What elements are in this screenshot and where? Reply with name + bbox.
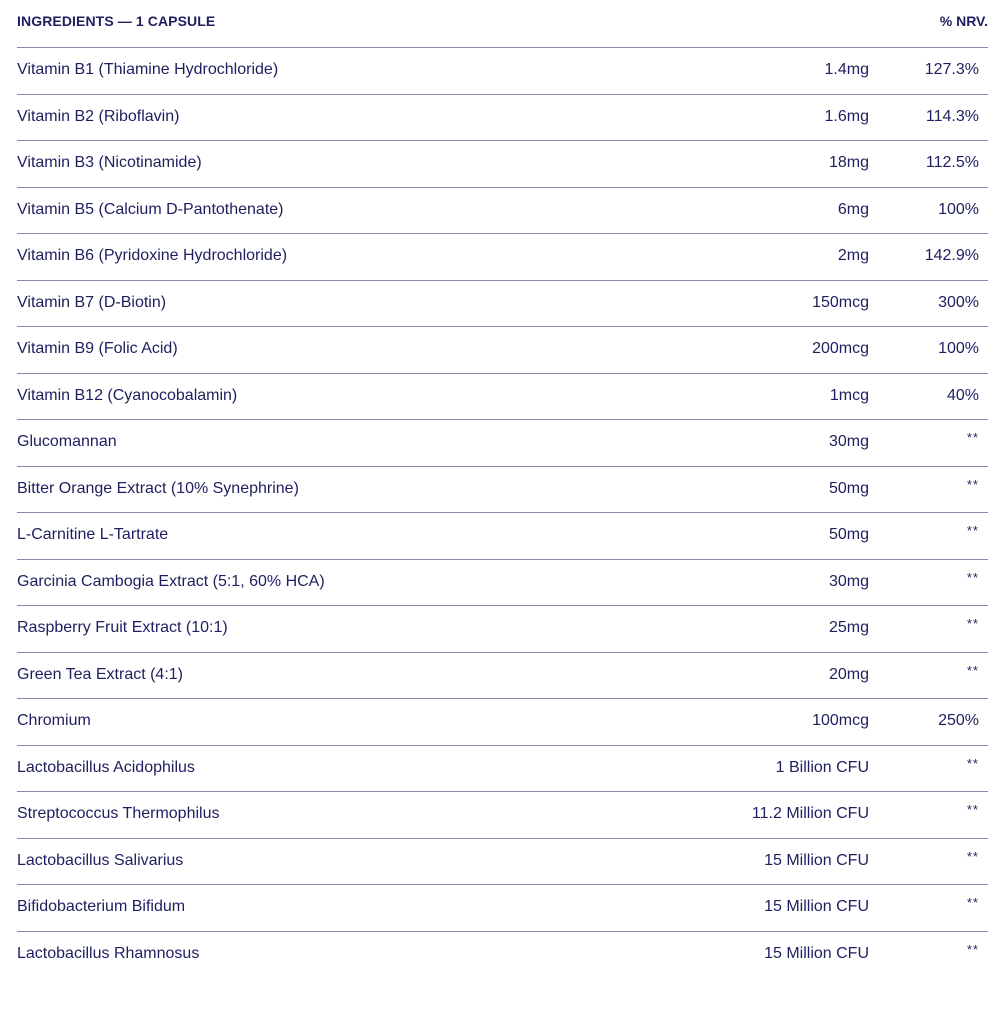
ingredient-name: Bifidobacterium Bifidum <box>17 898 186 915</box>
ingredient-nrv: 100% <box>938 340 979 357</box>
ingredient-nrv: 112.5% <box>925 154 979 171</box>
ingredient-amount: 15 Million CFU <box>764 898 869 915</box>
ingredient-nrv: ** <box>966 523 979 538</box>
ingredient-amount: 50mg <box>828 526 869 543</box>
ingredient-name: Bitter Orange Extract (10% Synephrine) <box>17 479 299 497</box>
ingredient-name: Vitamin B9 (Folic Acid) <box>17 340 178 357</box>
ingredient-nrv: ** <box>966 569 979 585</box>
table-row <box>17 792 988 839</box>
ingredient-name: Vitamin B12 (Cyanocobalamin) <box>17 386 238 404</box>
ingredient-amount: 15 Million CFU <box>764 944 869 962</box>
ingredient-nrv: 127.3% <box>924 61 979 78</box>
table-row <box>17 374 988 421</box>
ingredient-amount: 20mg <box>828 665 869 683</box>
table-row <box>17 560 988 607</box>
ingredient-name: Lactobacillus Salivarius <box>17 851 184 869</box>
table-row <box>17 653 988 700</box>
ingredient-nrv: ** <box>966 476 979 492</box>
ingredient-name: Lactobacillus Rhamnosus <box>17 944 200 962</box>
ingredient-nrv: ** <box>966 802 979 817</box>
ingredient-amount: 100mcg <box>812 712 869 729</box>
ingredient-name: Vitamin B6 (Pyridoxine Hydrochloride) <box>17 247 288 264</box>
ingredient-name: Chromium <box>17 712 91 729</box>
ingredient-amount: 1mcg <box>829 386 869 404</box>
ingredient-name: Vitamin B1 (Thiamine Hydrochloride) <box>17 61 279 78</box>
ingredient-amount: 25mg <box>828 619 869 636</box>
ingredient-nrv: ** <box>966 848 979 864</box>
nrv-heading: % NRV. <box>939 13 988 29</box>
ingredient-amount: 1.6mg <box>824 107 869 125</box>
ingredient-nrv: ** <box>966 755 979 771</box>
ingredient-nrv: 300% <box>938 293 979 311</box>
ingredient-nrv: 40% <box>946 386 979 404</box>
ingredient-amount: 11.2 Million CFU <box>751 805 869 822</box>
table-row <box>17 327 988 374</box>
table-row <box>17 746 988 793</box>
table-row <box>17 234 988 281</box>
ingredient-nrv: ** <box>966 616 979 631</box>
ingredient-amount: 30mg <box>828 433 869 450</box>
ingredient-amount: 150mcg <box>812 293 869 311</box>
table-row <box>17 885 988 932</box>
table-row <box>17 420 988 467</box>
ingredient-nrv: 142.9% <box>924 247 979 264</box>
ingredient-amount: 1 Billion CFU <box>775 758 869 776</box>
ingredient-name: Vitamin B7 (D-Biotin) <box>17 293 167 311</box>
ingredient-name: Raspberry Fruit Extract (10:1) <box>17 619 228 636</box>
ingredients-table <box>17 0 988 978</box>
ingredient-name: Green Tea Extract (4:1) <box>17 665 183 683</box>
table-row <box>17 839 988 886</box>
table-row <box>17 95 988 142</box>
ingredient-nrv: ** <box>966 941 979 957</box>
ingredient-amount: 30mg <box>828 572 869 590</box>
ingredient-name: Streptococcus Thermophilus <box>17 805 220 822</box>
table-row <box>17 48 988 95</box>
table-row <box>17 141 988 188</box>
ingredient-name: Glucomannan <box>17 433 117 450</box>
ingredients-heading: INGREDIENTS — 1 CAPSULE <box>17 13 216 29</box>
ingredient-name: L-Carnitine L-Tartrate <box>17 526 169 543</box>
table-row <box>17 188 988 235</box>
ingredient-amount: 18mg <box>828 154 869 171</box>
ingredient-nrv: ** <box>966 430 979 445</box>
ingredient-name: Vitamin B2 (Riboflavin) <box>17 107 180 125</box>
table-row <box>17 932 988 979</box>
table-row <box>17 606 988 653</box>
ingredient-amount: 50mg <box>828 479 869 497</box>
table-row <box>17 281 988 328</box>
table-row <box>17 513 988 560</box>
ingredient-nrv: 250% <box>938 712 979 729</box>
ingredient-amount: 2mg <box>837 247 869 264</box>
ingredient-amount: 15 Million CFU <box>764 851 869 869</box>
ingredient-nrv: 114.3% <box>925 107 979 125</box>
ingredient-name: Garcinia Cambogia Extract (5:1, 60% HCA) <box>17 572 325 590</box>
ingredient-name: Vitamin B5 (Calcium D-Pantothenate) <box>17 200 284 218</box>
ingredient-name: Lactobacillus Acidophilus <box>17 758 195 776</box>
ingredient-amount: 1.4mg <box>824 61 869 78</box>
ingredient-nrv: 100% <box>938 200 979 218</box>
ingredient-rows <box>17 48 988 978</box>
ingredient-amount: 200mcg <box>812 340 869 357</box>
ingredient-nrv: ** <box>966 662 979 678</box>
ingredient-name: Vitamin B3 (Nicotinamide) <box>17 154 202 171</box>
table-header <box>17 0 988 48</box>
ingredient-nrv: ** <box>966 895 979 910</box>
ingredient-amount: 6mg <box>837 200 869 218</box>
table-row <box>17 467 988 514</box>
table-row <box>17 699 988 746</box>
